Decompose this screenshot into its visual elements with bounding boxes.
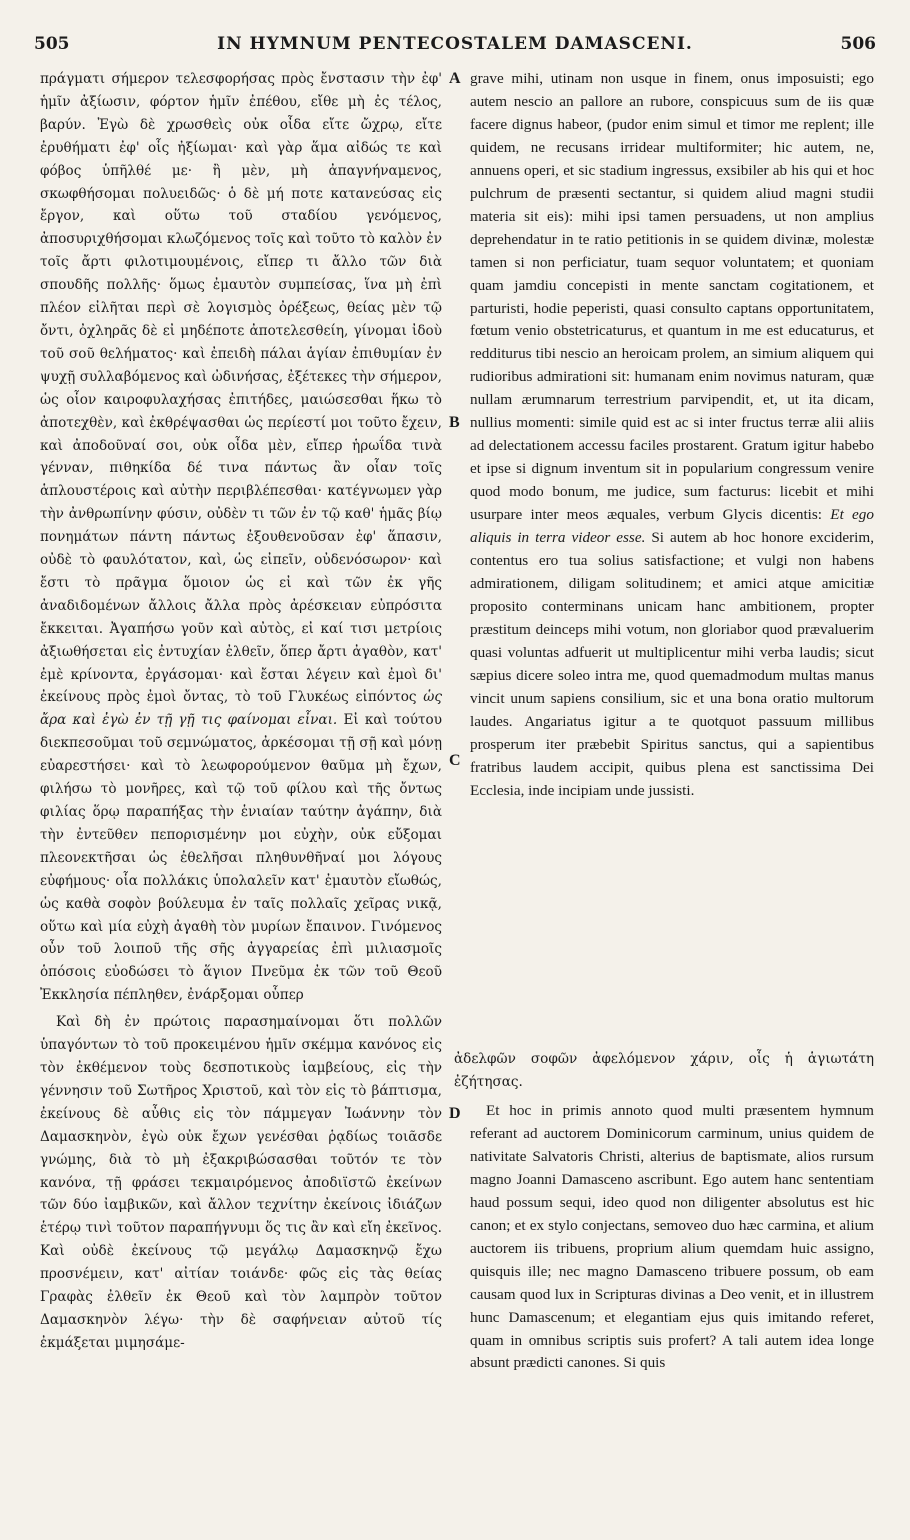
greek-paragraph: Καὶ δὴ ἐν πρώτοις παρασημαίνομαι ὅτι πολλῶν ὑπαγόντων τὸ τοῦ προκειμένου ἡμῖν σκέμμα κανόνος εἰς τὸν ἐκθέμενον τοὺς δεσποτικοὺς ἰαμβείους, εἰς τὴν γέννησιν τοῦ Σωτῆρος Χριστοῦ, καὶ τὸν εἰς τὸ βάπτισμα, ἐκείνους δὲ αὖθις εἰς τὸν πάμμεγαν Ἰωάννην τὸν Δαμασκηνὸν, ἐγὼ οὐκ ἔχων γενέσθαι ῥᾳδίως τοιᾶσδε γνώμης, διὰ τὸ μὴ ἐξακριβώσασθαι τοῦτόν τε τὸν κανόνα, τῇ φράσει τεκμαιρόμενος ἀποδιϊστῶ ἐκείνων τῶν δύο ἰαμβικῶν, καὶ ἄλλον τεχνίτην ἐκείνοις ἰδιάζων ἑτέρῳ τινὶ τοῦτον παραπήγνυμι ὅς τις ἂν καὶ εἴη ἐκεῖνος. Καὶ οὐδὲ ἐκείνους τῷ μεγάλῳ Δαμασκηνῷ ἔχω προσνέμειν, κατ' αἰτίαν τοιάνδε· φῶς εἰς τὰς θείας Γραφὰς ἐλθεῖν ἐκ Θεοῦ καὶ τὸν λαμπρὸν τοῦτον Δαμασκηνὸν λέγω· τὴν δὲ σαφήνειαν αὐτοῦ τίς ἐκμάξεται μιμησάμε- <box>40 1014 442 1351</box>
latin-paragraph <box>470 68 874 803</box>
page-number-left: 505 <box>34 34 70 54</box>
margin-marker-a: A <box>449 70 461 87</box>
margin-marker-b: B <box>449 414 460 431</box>
latin-text: grave mihi, utinam non usque in finem, onus imposuisti; ego autem nescio an pallore an rubore, conspicuus sum de iis quæ facere dignus habeor, (pudor enim simul et timor me replent; ille quidem, ne recusans irridear multiformiter; hic autem, ne, annuens operi, et sic stadium ingressus, exsibiler ab his qui et hoc pulchrum de præsenti sectantur, si quidem aliud magni studii materia sit eis): mihi ipsi tamen persuadens, ut non amplius deprehendatur in te ratio petitionis in se quidem divinæ, molestæ tamen si non perficiatur, tuam sequor voluntatem; et quoniam quam jamdiu concepisti in mente sanctam cogitationem, et parturisti, hodie peperisti, quasi consulto captans opportunitatem, fœtum venio obstetricaturus, et quantum in me est educaturus, et redditurus tibi nescio an heroicam prolem, an simium aliquem qui rudioribus admirationi sit: humanam enim novimus naturam, quæ nullam ærumnarum terrestrium parvipendit, et, ut ita dicam, nullius momenti: simile quid est ac si inter fructus terræ alii aliis ad delectationem accessu faciles prostarent. Gratum igitur habebo et ipse si dignum inventum sit in popularium congressum venire quod modo bonum, me judice, sum facturus: licebit et mihi usurpare inter meos æquales, verbum Glycis dicentis: <box>470 70 874 524</box>
latin-column-2 <box>470 1100 874 1375</box>
greek-text: Εἰ καὶ τούτου διεκπεσοῦμαι τοῦ σεμνώματος, ἀρκέσομαι τῇ σῇ καὶ μόνῃ εὐαρεστήσει· καὶ τὸ λεωφορούμενον θαῦμα μὴ ἔχων, φιλήσω τὸ μονῆρες, καὶ τῷ τοῦ φίλου καὶ τῆς ὄντως φιλίας ὅρῳ παραπήξας τὴν ἑνιαίαν ταύτην ἀγάπην, διὰ τὴν ἐντεῦθεν πεπορισμένην μοι εὐχὴν, οὐκ εὔξομαι πλεονεκτῆσαι ὡς ἐθελῆσαι πληθυνθῆναί μοι λόγους εὐφήμους· οἷα πολλάκις ὑπολαλεῖν κατ' ἐμαυτὸν εἴωθώς, ὡς καθὰ σοφὸν βούλευμα ἐν ταῖς πολλαῖς χεῖρας νικᾷ, οὕτω καὶ μία εὐχὴ ἀγαθὴ τὸν μυρίων ἔπαινον. Γινόμενος οὖν τοῦ λοιποῦ τῆς σῆς ἀγγαρείας ἐπὶ μιλιασμοῖς ὁπόσοις εὐοδώσει τὸ ἅγιον Πνεῦμα ἐκ τῶν τοῦ Θεοῦ Ἐκκλησία πέπληθεν, ἐνάρξομαι οὗπερ <box>40 712 442 1004</box>
page-number-right: 506 <box>840 34 876 54</box>
latin-paragraph: Et hoc in primis annoto quod multi præsentem hymnum referant ad auctorem Dominicorum carminum, unius quidem de nativitate Salvatoris Christi, alterius de baptismate, alios rursum magno Joanni Damasceno ascribunt. Ego autem hanc sententiam haud possum sequi, ideo quod non diligenter absolutus est hic canon; et ex stylo conjectans, semoveo duo hæc carmina, et alium auctorem iis tribuens, proprium alium quemdam huic assigno, quisquis ille; nec magno Damasceno tribuere possum, ob eam causam quod lux in Scripturas divinas a Deo venit, et in illustrem hunc Damascenum; et elegantiam ejus quis imitando referet, quam in omnibus scriptis suis profert? A tali autem idea longe absunt prædicti canones. Si quis <box>470 1102 874 1372</box>
greek-continuation: ἀδελφῶν σοφῶν ἀφελόμενον χάριν, οἷς ἡ ἁγιωτάτη ἐζήτησας. <box>454 1051 874 1090</box>
latin-quotation: Et ego aliquis in terra videor esse. <box>470 506 874 547</box>
running-title: IN HYMNUM PENTECOSTALEM DAMASCENI. <box>217 34 693 54</box>
margin-marker-c: C <box>449 752 461 769</box>
greek-quotation: ὡς ἄρα καὶ ἐγὼ ἐν τῇ γῇ τις φαίνομαι εἶναι. <box>40 689 442 729</box>
margin-marker-d: D <box>449 1105 461 1122</box>
greek-paragraph <box>40 68 442 1007</box>
latin-column <box>470 68 874 803</box>
greek-column <box>40 68 442 1355</box>
greek-text: πράγματι σήμερον τελεσφορήσας πρὸς ἔνστασιν τὴν ἐφ' ἡμῖν ἀξίωσιν, φόρτον ἡμῖν ἐπέθου, εἴθε μὴ ἐς τέλος, βαρύν. Ἐγὼ δὲ χρωσθεὶς οὐκ οἶδα εἴτε ὤχρῳ, εἴτε ἐρυθήματι ἐφ' οἷς ἠξίωμαι· καὶ γὰρ ἅμα αἰδώς τε καὶ φόβος ὑπῆλθέ με· ἢ μὲν, μὴ ἀπαγνήναμενος, σκωφθήσομαι πολυειδῶς· ὁ δὲ μή ποτε κατανεύσας εἰς ἔργον, καὶ οὕτω τοῦ σταδίου γενόμενος, ἀποσυριχθήσομαι κλωζόμενος τοῖς καὶ τοῦτο τὸ καλὸν ἐν τοῖς ἄρτι φιλοτιμουμένοις, εἴπερ τι ἄλλο τῶν διὰ σπουδῆς πολλῆς· ὅμως ἐμαυτὸν συμπείσας, ἵνα μὴ ἐπὶ πλέον εἰλῆται περὶ σὲ λογισμὸς ὀρέξεως, θείας μὲν τῷ ὄντι, ὀχληρᾶς δὲ εἰ μηδέποτε ἀποτελεσθείη, γίνομαι ἰδοὺ τοῦ σοῦ θελήματος· καὶ ἐπειδὴ πάλαι ἁγίαν ἐπιθυμίαν ἐν ψυχῇ συλλαβόμενος καὶ ὠδινήσας, ἐξέτεκες τὴν σήμερον, ὡς οἷον καιροφυλαχήσας ἐπιτήδες, μαιώσεσθαι ἥκω τὸ ἀποτεχθὲν, καὶ ἐκθρέψασθαι ὡς περίεστί μοι τοῦτο ἔχειν, καὶ ἀποδοῦναί σοι, οὐκ οἶδα μὲν, εἴπερ ἡρωΐδα τινὰ γένναν, πιθηκίδα δέ τινα πάντως ἂν οἷαν τοῖς ἁπλουστέροις καὶ αὐτὴν περιβλέπεσθαι· κατέγνωμεν γὰρ τὴν ἀνθρωπίνην φύσιν, οὐδὲν τι τῶν ἐν τῷ καθ' ἡμᾶς βίῳ πονημάτων πάντη πάντως ἐξουθενοῦσαν ἐφ' ἅπασιν, οὐδὲ τὸ φαυλότατον, καὶ, ὡς εἰπεῖν, οὐδενόσωρον· καὶ ἔστι τὸ πρᾶγμα ὅμοιον ὡς εἰ καὶ τῶν ἐκ γῆς ἀναδιδομένων ἄλλοις ἄλλα πρὸς ἀρέσκειαν εὐπρόσιτα ἔκκειται. Ἀγαπήσω γοῦν καὶ αὐτὸς, εἰ καί τισι μετρίοις ἀξιωθήσεται εἰς ἐντυχίαν ἐλθεῖν, ὅπερ ἄρτι ἀγαθὸν, κατ' ἐμὲ κρίνοντα, ἐργάσομαι· καὶ ἔσται λέγειν καὶ ἐμοὶ δι' ἐκείνους πρὸς ἐμοὶ ὄντας, τὸ τοῦ Γλυκέως εἰπόντος <box>40 71 442 706</box>
running-header <box>34 34 876 60</box>
latin-text: Si autem ab hoc honore exciderim, contentus ero tua solius satisfactione; et vulgi non habens admirationem, diligam solitudinem; et amici atque amicitiæ proposito conterminans unicam hanc ambitionem, propter præstitum deinceps mihi votum, non gloriabor quod prævaluerim quasi voluntas adfuerit ut multiplicentur mihi verba laudis; sicut sæpius dicere soleo intra me, quod quemadmodum multas manus vincit unum sapiens consilium, sic et una bona oratio multorum laudes. Angariatus igitur a te quotquot passuum millibus prosperum iter præbebit Spiritus sanctus, qui a sapientibus fratribus laudem accipit, quibus plena est sanctissima Dei Ecclesia, inde incipiam unde jussisti. <box>470 529 875 799</box>
